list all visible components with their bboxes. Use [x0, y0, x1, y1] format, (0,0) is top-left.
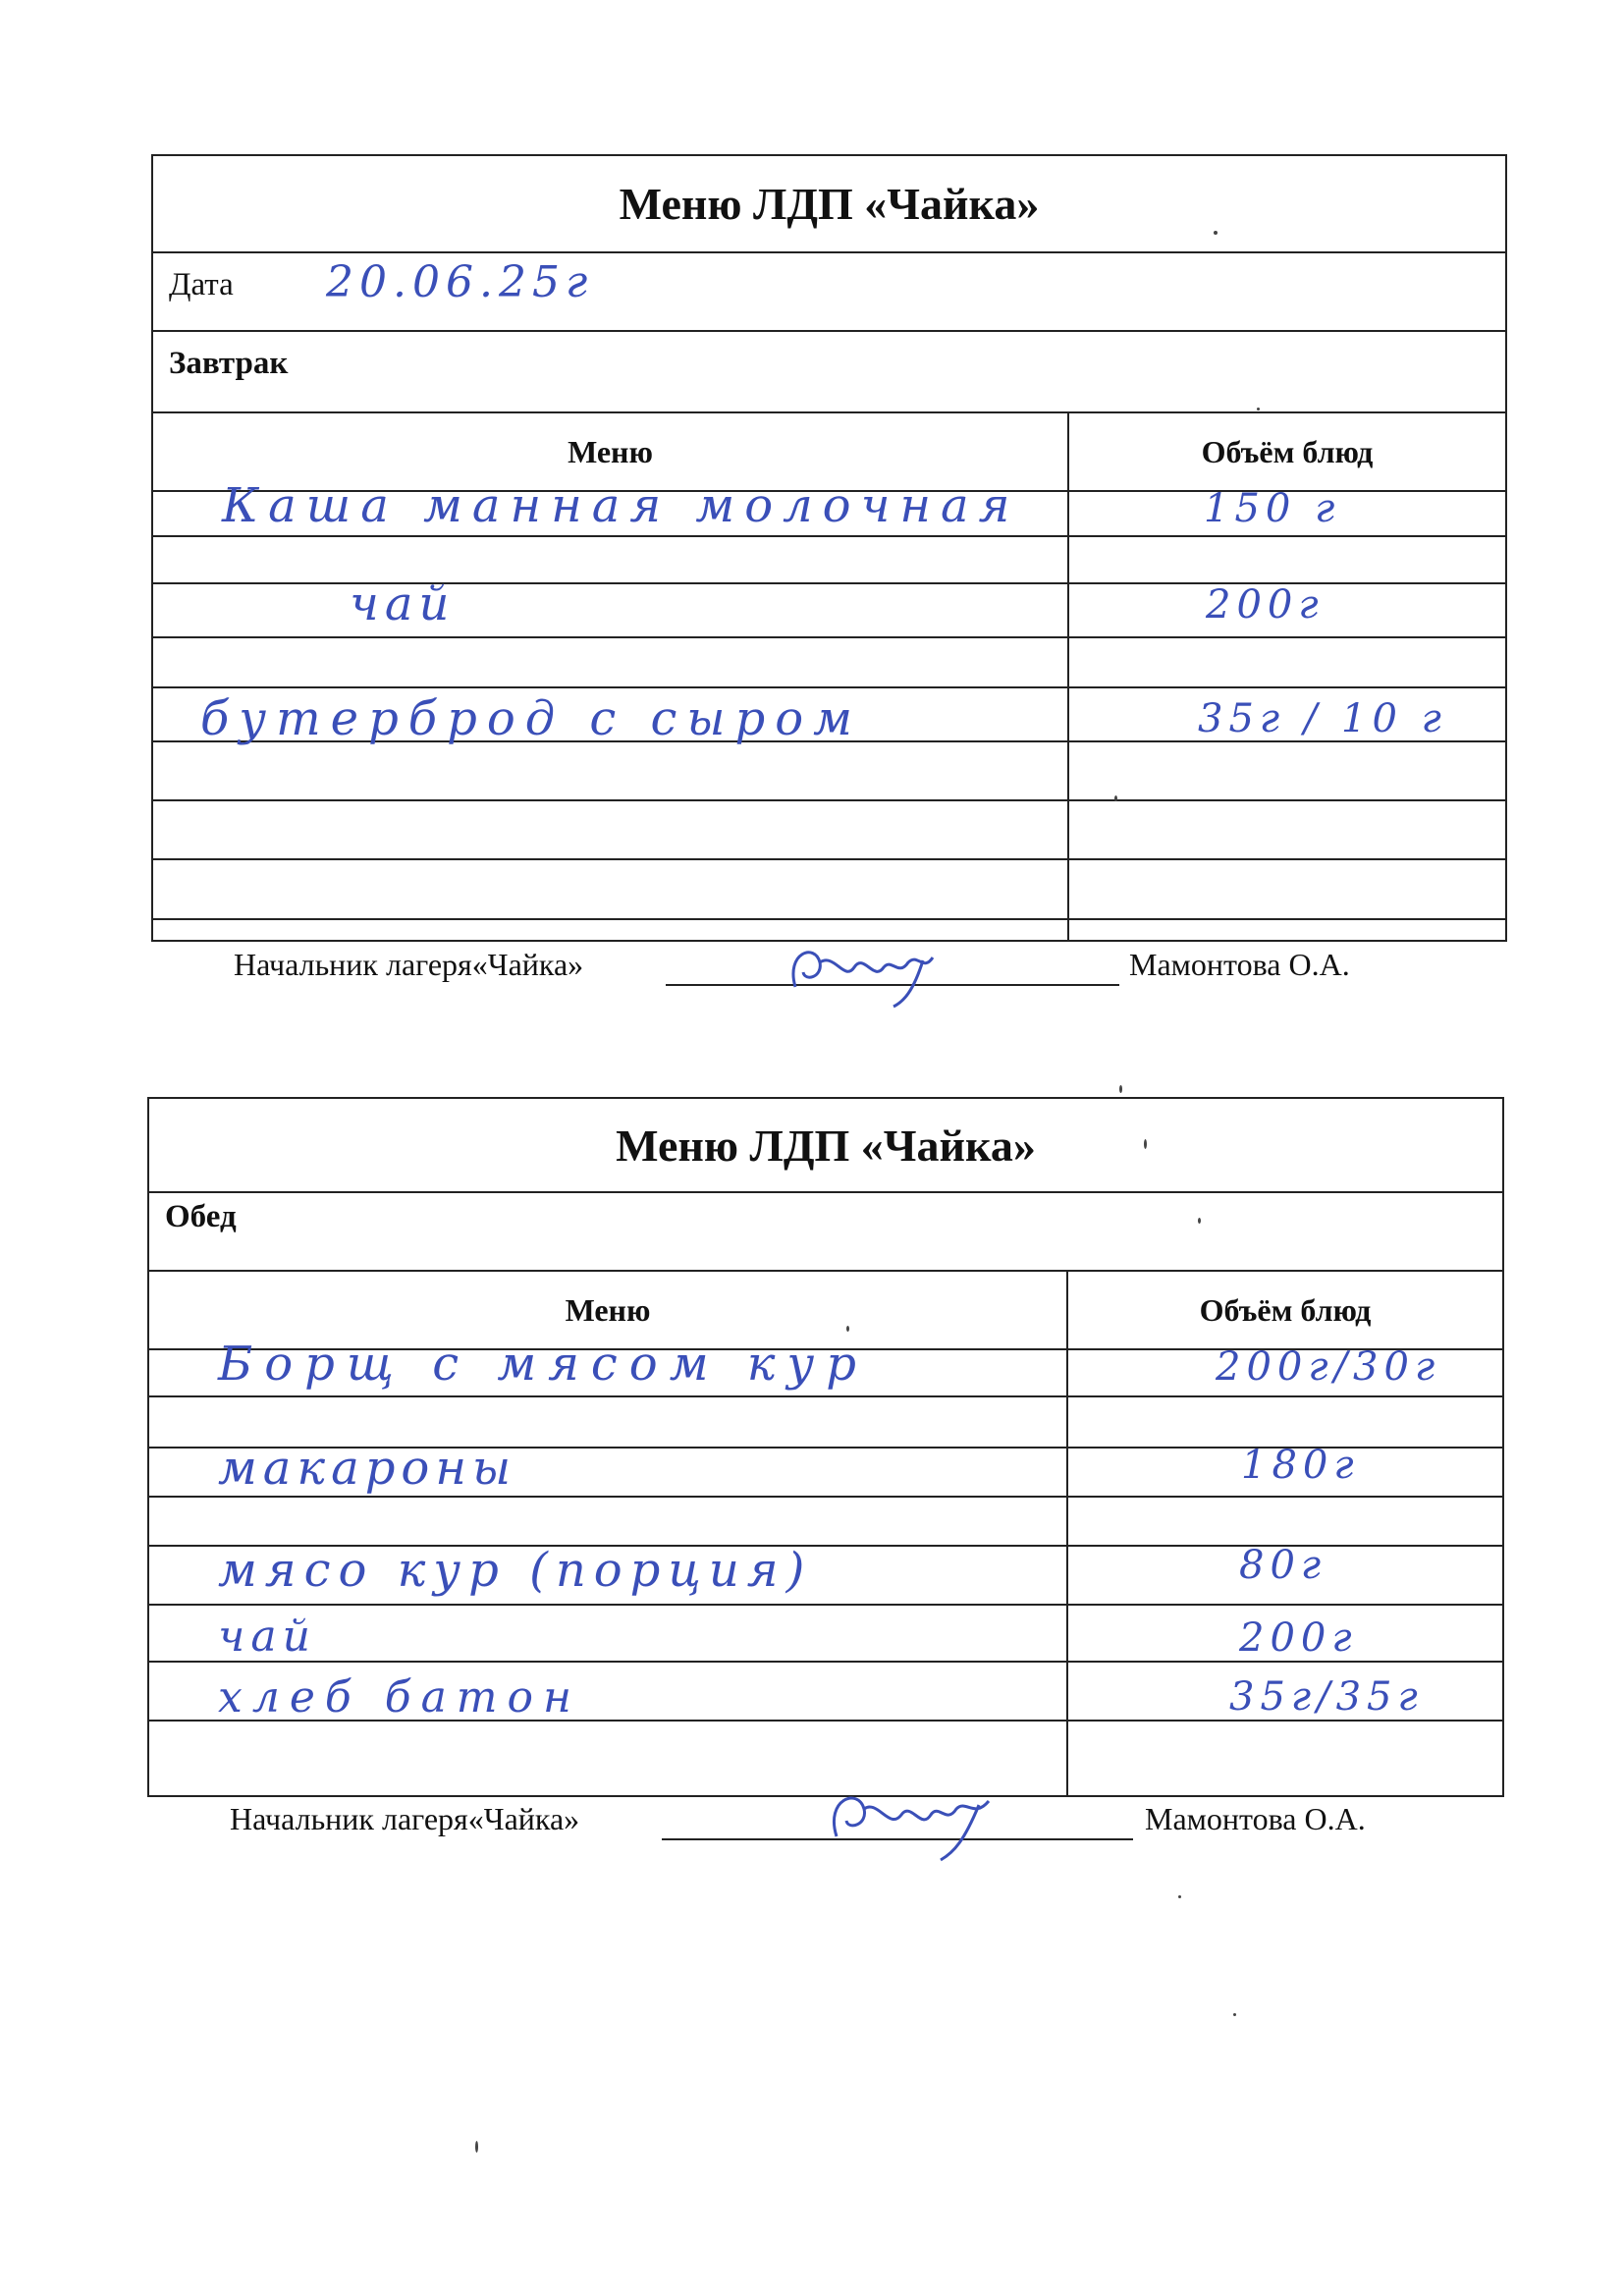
- lunch-body: [149, 1337, 1502, 1795]
- lunch-dish-5: хлеб батон: [218, 1672, 581, 1722]
- lunch-signature-name: Мамонтова О.А.: [1145, 1801, 1366, 1836]
- table-row: [153, 638, 1505, 688]
- lunch-volume-2: 180г: [1241, 1443, 1360, 1488]
- lunch-volume-3: 80г: [1239, 1543, 1327, 1588]
- breakfast-col-menu: Меню: [568, 433, 653, 469]
- breakfast-body: [153, 478, 1505, 940]
- table-row: [149, 1498, 1502, 1547]
- lunch-dish-2: макароны: [218, 1441, 517, 1496]
- date-label: Дата: [169, 267, 234, 302]
- lunch-volume-1: 200г/30г: [1216, 1344, 1441, 1390]
- lunch-title-row: [149, 1099, 1502, 1193]
- lunch-menu-table: [147, 1097, 1504, 1797]
- lunch-col-menu: Меню: [565, 1291, 651, 1328]
- lunch-volume-4: 200г: [1239, 1615, 1358, 1661]
- date-value: 20.06.25г: [326, 257, 594, 307]
- breakfast-volume-1: 150 г: [1204, 486, 1341, 531]
- breakfast-meal-row: [153, 332, 1505, 413]
- lunch-volume-5: 35г/35г: [1229, 1674, 1424, 1720]
- breakfast-signature-prefix: Начальник лагеря«Чайка»: [234, 947, 584, 982]
- breakfast-volume-2: 200г: [1206, 582, 1325, 628]
- lunch-dish-3: мясо кур (порция): [218, 1543, 813, 1598]
- breakfast-dish-2: чай: [350, 576, 456, 631]
- breakfast-date-row: [153, 253, 1505, 332]
- signature-icon: [776, 933, 952, 1011]
- lunch-dish-1: Борщ с мясом кур: [218, 1337, 868, 1392]
- breakfast-title: Меню ЛДП «Чайка»: [619, 179, 1040, 229]
- breakfast-col-volume: Объём блюд: [1201, 433, 1374, 469]
- lunch-meal-label: Обед: [165, 1199, 237, 1234]
- breakfast-menu-table: [151, 154, 1507, 942]
- lunch-meal-row: [149, 1193, 1502, 1272]
- breakfast-dish-3: бутерброд с сыром: [200, 691, 862, 746]
- breakfast-title-row: [153, 156, 1505, 253]
- table-row: [153, 860, 1505, 920]
- signature-icon: [817, 1777, 1013, 1866]
- breakfast-meal-label: Завтрак: [169, 346, 289, 381]
- breakfast-dish-1: Каша манная молочная: [222, 478, 1020, 533]
- table-row: [153, 801, 1505, 860]
- breakfast-volume-3: 35г / 10 г: [1198, 696, 1447, 741]
- lunch-signature-prefix: Начальник лагеря«Чайка»: [230, 1801, 580, 1836]
- breakfast-signature-name: Мамонтова О.А.: [1129, 947, 1350, 982]
- lunch-title: Меню ЛДП «Чайка»: [616, 1120, 1036, 1171]
- lunch-dish-4: чай: [218, 1612, 316, 1662]
- lunch-col-volume: Объём блюд: [1199, 1291, 1372, 1328]
- table-row: [153, 742, 1505, 801]
